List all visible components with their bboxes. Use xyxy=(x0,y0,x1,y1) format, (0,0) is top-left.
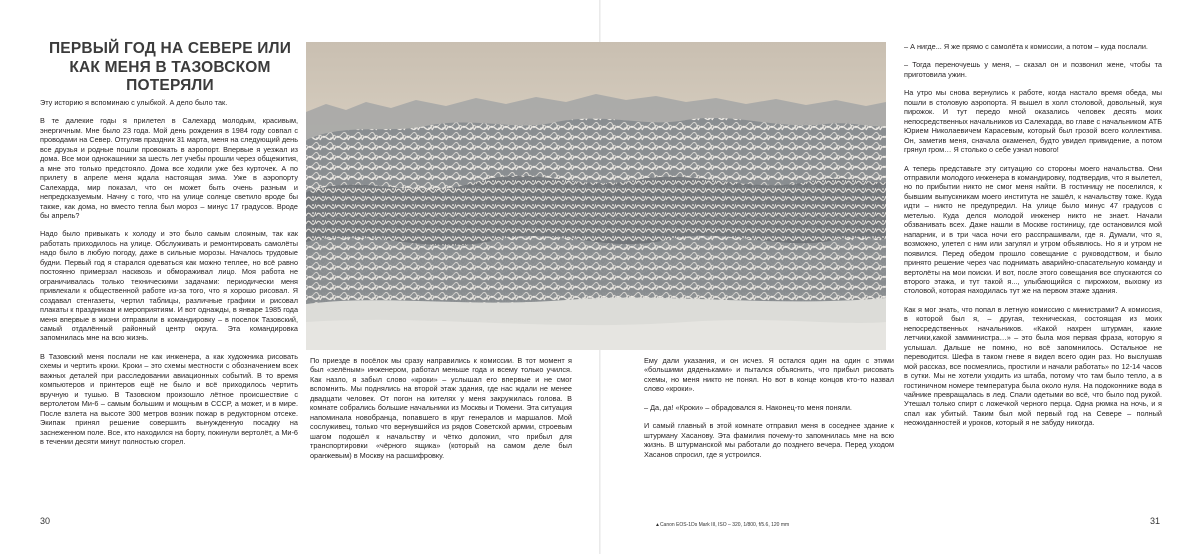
paragraph: – А нигде... Я же прямо с самолёта к комиссии, а потом – куда послали. xyxy=(904,42,1148,51)
photo-caption: ▲Canon EOS-1Ds Mark III, ISO – 320, 1/800, f/5.6, 120 mm xyxy=(655,522,790,528)
page-number-left: 30 xyxy=(40,516,51,526)
paragraph: На утро мы снова вернулись к работе, когда настало время обеда, мы пошли в столовую аэропорта. Я вышел в холл столовой, довольный, жуя пирожок. И тут передо мной оказались человек десять моих непосредственных начальников из Салехарда, во главе с начальником АТБ Юрием Николаевичем Карасевым, который был грозой всего коллектива. Он, заметив меня, сначала окаменел, будто увидел привидение, а потом грянул гром… Я столько о себе узнал нового! xyxy=(904,88,1162,155)
column-2 xyxy=(310,356,572,486)
paragraph: – Тогда переночуешь у меня, – сказал он и позвонил жене, чтобы та приготовила ужин. xyxy=(904,60,1162,79)
paragraph: – Да, да! «Кроки» – обрадовался я. Наконец-то меня поняли. xyxy=(644,402,852,412)
column-3 xyxy=(644,356,894,486)
page-number-right: 31 xyxy=(1150,516,1161,526)
paragraph: Как я мог знать, что попал в летную комиссию с министрами? А комиссия, в которой был я, – другая, техническая, состоящая из моих непосредственных начальников. «Какой нахрен штурман, какие летчики,какой замминистра…» – это была моя первая фраза, которую я услышал. Дальше не помню, но всё запомнилось. Остальное не переводится. Шефа в таком гневе я видел всего один раз. Но выслушав мой рассказ, все посмеялись, простили и начали работать» по 12-14 часов в сутки. Мы не хотели уходить из штаба, потому что там было тепло, а в гостиничном номере температура была около нуля. На подоконнике вода в чайнике превращалась в лед. Спали одетыми во всё, что было под рукой. Утешал только спирт с ложечкой черного перца. Одна рюмка на ночь, и я спал как убитый. Таким был мой первый год на Севере – полный неожиданностей и уроков, который я не забуду никогда. xyxy=(904,304,1162,428)
paragraph: Эту историю я вспоминаю с улыбкой. А дело было так. xyxy=(40,98,228,107)
paragraph: И самый главный в этой комнате отправил меня в соседнее здание к штурману Хасанову. Эта фамилия почему-то запомнилась мне на всю жизнь. В штурманской мы работали до позднего вечера. Перед уходом Хасанов спросил, где я устроился. xyxy=(644,421,894,459)
column-4 xyxy=(904,42,1162,504)
article-title: ПЕРВЫЙ ГОД НА СЕВЕРЕ ИЛИ КАК МЕНЯ В ТАЗОВСКОМ ПОТЕРЯЛИ xyxy=(48,40,292,94)
paragraph: Надо было привыкать к холоду и это было самым сложным, так как работать приходилось на улице. Обслуживать и ремонтировать самолёты надо было в любую погоду, даже в сильные морозы. Началось трудовые будни. Первый год я старался одеваться как можно теплее, но всё равно постоянно примерзал насквозь и обмораживал лицо. Моя работа не ограничивалась только техническими задачами: периодически меня привлекали к общественной работе из-за того, что я хорошо рисовал. Я создавал стенгазеты, чертил таблицы, различные графики и рисовал плакаты к праздникам и мероприятиям. И вот однажды, в январе 1985 года меня впервые в жизни отправили в командировку – в поселок Тазовский, самый отдалённый районный центр округа. Эта командировка запомнилась мне на всю жизнь. xyxy=(40,229,298,343)
paragraph: Ему дали указания, и он исчез. Я остался один на один с этими «большими дяденьками» и пытался объяснить, что прибыл рисовать схемы, но меня никто не понял. Но вот в конце концов кто-то назвал слово «кроки». xyxy=(644,356,894,394)
photo-graphic xyxy=(306,42,886,350)
column-1 xyxy=(40,98,298,514)
snow-bushes-photo xyxy=(306,42,886,350)
paragraph: По приезде в посёлок мы сразу направились к комиссии. В тот момент я был «зелёным» инженером, работал меньше года и всему только учился. Как назло, я забыл слово «кроки» – услышал его впервые и не смог вспомнить. Мы поднялись на второй этаж здания, где нас ждали не менее двадцати человек. От погон на кителях у меня закружилась голова. В комнате собрались большие начальники из Москвы и Тюмени. Эта ситуация напоминала новобранца, попавшего в круг генералов и маршалов. Мой сослуживец, только что вернувшийся из рядов Советской армии, строевым шагом подошёл к начальству и чётко доложил, что прибыл для транспортировки «чёрного ящика» (который на самом деле был оранжевым) в Москву на расшифровку. xyxy=(310,356,572,460)
paragraph: А теперь представьте эту ситуацию со стороны моего начальства. Они отправили молодого инженера в командировку, подтвердив, что я вылетел, но по прибытии никто не смог меня найти. В гостиницу не поселился, к бывшим выпускникам моего института не зашёл, к начальству тоже. Куда идти – никто не предупредил. На улице было минус 47 градусов с метелью. Куда делся молодой инженер никто не знает. Начали обзванивать всех. Даже нашли в Москве гостиницу, где остановился мой напарник, и в три часа ночи его расспрашивали, где я. Думали, что я, возможно, улетел с ним или загулял и утром объявлюсь. Но я и утром не появился. Перед обедом прошло совещание с руководством, и было принято решение через час поднимать аварийно-спасательную команду и вертолёты на мои поиски. И вот, после этого совещания все спускаются со второго этажа, и тут такой я..., улыбающийся с пирожком, выхожу из столовой, которая находилась тут же на первом этаже здания. xyxy=(904,163,1162,296)
paragraph: В Тазовский меня послали не как инженера, а как художника рисовать схемы и чертить кроки. Кроки – это схемы местности с обозначением всех важных деталей при расследовании авиационных событий. В то время компьютеров и принтеров ещё не было и всё приходилось чертить вручную и тушью. В Тазовском произошло лётное происшествие с вертолетом Ми-6 – самым большим и мощным в СССР, а может, и в мире. После взлета на высоте 300 метров возник пожар в редукторном отсеке. Экипаж принял решение совершить вынужденную посадку на заснеженном поле. Все, кто находился на борту, покинули вертолёт, а Ми-6 в течении десяти минут полностью сгорел. xyxy=(40,351,298,446)
paragraph: В те далекие годы я прилетел в Салехард молодым, красивым, энергичным. Мне было 23 года. Мой день рождения в 1984 году совпал с проводами на Север. Отгуляв праздник 31 марта, меня на следующий день все друзья и родные пошли провожать в аэропорт. Впервые я уезжал из дома. Все мои однокашники за шесть лет учебы прошли через общежития, а мне это только предстояло. Дома все ходили уже без курточек. А по прилету в апреле меня ждала настоящая зима. Уже в аэропорту Салехарда, мир показал, что он может быть очень разным и непредсказуемым. Начну с того, что на улице солнце светило вроде бы также, как дома, но вместо тепла был мороз – минус 17 градусов. Вроде бы апрель? xyxy=(40,116,298,220)
